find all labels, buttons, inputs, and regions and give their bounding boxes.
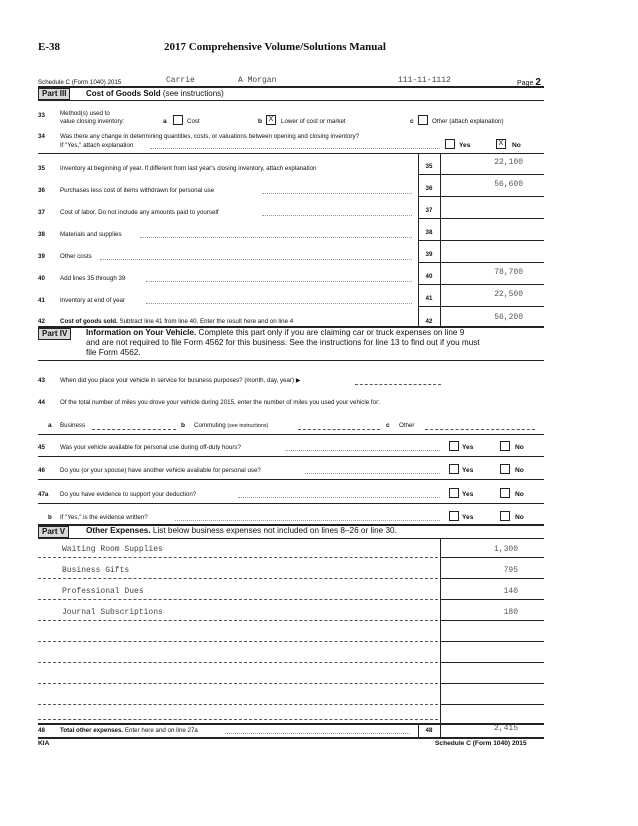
option-letter: b [181, 422, 186, 429]
inventory-change-yes-checkbox[interactable] [445, 139, 455, 149]
part4-title: Information on Your Vehicle. [86, 328, 197, 337]
another-vehicle-no-checkbox[interactable] [500, 464, 510, 474]
row-rule [440, 683, 544, 684]
line33-label: Method(s) used to [60, 110, 110, 117]
lower-of-cost-label: Lower of cost or market [281, 118, 346, 125]
expense-name[interactable]: Waiting Room Supplies [62, 545, 163, 554]
purchases-amount[interactable]: 56,600 [494, 180, 523, 189]
subtotal-amount[interactable]: 78,700 [494, 268, 523, 277]
dot-leader [225, 733, 410, 734]
personal-use-yes-checkbox[interactable] [449, 441, 459, 451]
beginning-inventory-amount[interactable]: 22,100 [494, 158, 523, 167]
expense-line [38, 557, 438, 558]
line-number: 40 [38, 275, 45, 282]
row-rule [440, 557, 544, 558]
part4-desc-line2: and are not required to file Form 4562 for this business. See the instructions for line 13 to find out if you must [86, 338, 480, 347]
other-miles-label: Other [399, 422, 415, 429]
total-other-expenses-amount[interactable]: 2,415 [493, 724, 518, 733]
line48-label-text: Enter here and on line 27a [124, 727, 198, 734]
line-box-number: 36 [425, 185, 433, 192]
option-letter: c [386, 422, 390, 429]
form-bottom-rule [38, 737, 544, 739]
expense-amount[interactable]: 180 [503, 608, 518, 617]
line-label: Add lines 35 through 39 [60, 275, 126, 282]
expense-line [38, 683, 438, 684]
dot-leader [262, 193, 412, 194]
line-box-number: 42 [425, 318, 433, 325]
page-number: 2 [535, 77, 541, 88]
commuting-label-note: (see instructions) [227, 423, 269, 429]
no-label: No [515, 514, 524, 521]
row-rule [418, 240, 544, 241]
business-miles-label: Business [60, 422, 86, 429]
line42-label-text: Subtract line 41 from line 40. Enter the result here and on line 4 [119, 318, 294, 325]
dot-leader [262, 215, 412, 216]
dot-leader [285, 450, 440, 451]
yes-label: Yes [462, 491, 474, 498]
other-miles-field[interactable] [425, 429, 535, 430]
expense-name[interactable]: Journal Subscriptions [62, 608, 163, 617]
dot-leader [140, 237, 412, 238]
no-label: No [515, 444, 524, 451]
other-method-label: Other (attach explanation) [432, 118, 504, 125]
part3-heading [86, 89, 224, 98]
page-code: E-38 [38, 41, 60, 53]
row-rule [440, 662, 544, 663]
question-label: Do you (or your spouse) have another vehicle available for personal use? [60, 467, 261, 474]
row-rule [440, 704, 544, 705]
row-rule [440, 578, 544, 579]
line-label: Inventory at beginning of year. If different from last year's closing inventory, attach explanation [60, 165, 317, 172]
line43-label: When did you place your vehicle in service for business purposes? (month, day, year) ▶ [60, 377, 301, 384]
line-number: 41 [38, 297, 45, 304]
line-label: Cost of labor. Do not include any amounts paid to yourself [60, 209, 219, 216]
line-box-number: 41 [425, 295, 433, 302]
dot-leader [305, 473, 440, 474]
dot-leader [100, 259, 412, 260]
part5-rule [38, 538, 544, 539]
line-label: Inventory at end of year [60, 297, 126, 304]
row-rule [418, 196, 544, 197]
expense-line [38, 620, 438, 621]
line-number: b [48, 514, 52, 521]
cost-label: Cost [187, 118, 200, 125]
row-rule [418, 218, 544, 219]
form-name: Schedule C (Form 1040) 2015 [38, 79, 122, 86]
line33-label-cont: value closing inventory: [60, 118, 125, 125]
expense-name[interactable]: Business Gifts [62, 566, 130, 575]
footer-vendor: KIA [38, 740, 50, 747]
form-top-rule [38, 86, 544, 88]
dot-leader [150, 148, 440, 149]
row-rule [38, 479, 544, 480]
line-number: 48 [38, 727, 45, 734]
vehicle-service-date-field[interactable] [355, 384, 441, 385]
line-number: 45 [38, 444, 45, 451]
footer-form-name: Schedule C (Form 1040) 2015 [435, 740, 527, 747]
row-rule [418, 306, 544, 307]
line-label: Other costs [60, 253, 92, 260]
ending-inventory-amount[interactable]: 22,500 [494, 290, 523, 299]
evidence-no-checkbox[interactable] [500, 488, 510, 498]
other-method-checkbox[interactable] [418, 115, 428, 125]
line-box-number: 35 [425, 163, 433, 170]
expense-name[interactable]: Professional Dues [62, 587, 144, 596]
cost-of-goods-sold-amount[interactable]: 56,200 [494, 313, 523, 322]
line-number: 43 [38, 377, 45, 384]
expense-amount[interactable]: 140 [503, 587, 518, 596]
book-title: 2017 Comprehensive Volume/Solutions Manual [164, 41, 386, 53]
line42-label [60, 318, 293, 325]
taxpayer-last-name: A Morgan [238, 76, 277, 85]
part4-rule [38, 360, 544, 361]
line-box-number: 48 [425, 727, 433, 734]
evidence-yes-checkbox[interactable] [449, 488, 459, 498]
option-letter: b [258, 118, 263, 125]
yes-label: Yes [462, 467, 474, 474]
line-number: 34 [38, 133, 45, 140]
part4-tag: Part IV [38, 328, 71, 340]
question-label: Was your vehicle available for personal use during off-duty hours? [60, 444, 241, 451]
line48-label-bold: Total other expenses. [60, 727, 124, 734]
line34-label-cont: If "Yes," attach explanation [60, 142, 134, 149]
line-number: 39 [38, 253, 45, 260]
line44-label: Of the total number of miles you drove your vehicle during 2015, enter the number of miles you used your vehicle for: [60, 399, 380, 406]
written-evidence-yes-checkbox[interactable] [449, 511, 459, 521]
part3-title: Cost of Goods Sold [86, 89, 161, 98]
lower-of-cost-checkbox[interactable]: X [266, 115, 276, 125]
line-label: Materials and supplies [60, 231, 122, 238]
part5-tag: Part V [38, 526, 69, 538]
business-miles-field[interactable] [92, 429, 176, 430]
expense-line [38, 641, 438, 642]
commuting-label-text: Commuting [194, 422, 226, 429]
expense-line [38, 662, 438, 663]
dot-leader [146, 303, 412, 304]
part5-desc: List below business expenses not included on lines 8–26 or line 30. [152, 526, 397, 535]
line-number: 44 [38, 399, 45, 406]
expense-line [38, 599, 438, 600]
part5-title: Other Expenses. [86, 526, 151, 535]
yes-label: Yes [462, 444, 474, 451]
expense-amount[interactable]: 795 [503, 566, 518, 575]
line-number: 36 [38, 187, 45, 194]
line-number: 37 [38, 209, 45, 216]
page-label: Page [517, 80, 534, 87]
no-label: No [515, 467, 524, 474]
inventory-change-no-checkbox[interactable]: X [496, 139, 506, 149]
part4-desc-line1: Complete this part only if you are claiming car or truck expenses on line 9 [198, 328, 465, 337]
yes-label: Yes [462, 514, 474, 521]
expense-line [38, 578, 438, 579]
line-box-number: 37 [425, 207, 433, 214]
expense-line [38, 704, 438, 705]
row-rule [38, 456, 544, 457]
question-label: Do you have evidence to support your deduction? [60, 491, 197, 498]
part3-title-note: (see instructions) [162, 89, 224, 98]
line44-rule [38, 434, 544, 435]
line-number: 42 [38, 318, 45, 325]
line34-label: Was there any change in determining quantities, costs, or valuations between opening and closing inventory? [60, 133, 360, 140]
line-number: 35 [38, 165, 45, 172]
expense-amount[interactable]: 1,300 [493, 545, 518, 554]
commuting-miles-field[interactable] [298, 429, 380, 430]
row-rule [418, 174, 544, 175]
line34-rule [38, 153, 544, 154]
line-box-number: 39 [425, 251, 433, 258]
line-label: Purchases less cost of items withdrawn for personal use [60, 187, 215, 194]
line48-label [60, 727, 198, 734]
line42-label-bold: Cost of goods sold. [60, 318, 118, 325]
no-label: No [512, 142, 521, 149]
line-number: 47a [38, 491, 49, 498]
no-label: No [515, 491, 524, 498]
row-rule [38, 503, 544, 504]
part4-desc-line3: file Form 4562. [86, 348, 141, 357]
personal-use-no-checkbox[interactable] [500, 441, 510, 451]
option-letter: a [48, 422, 52, 429]
row-rule [418, 262, 544, 263]
row-rule [440, 620, 544, 621]
cost-checkbox[interactable] [173, 115, 183, 125]
part3-tag: Part III [38, 88, 70, 100]
line-number: 46 [38, 467, 45, 474]
part5-heading [86, 526, 397, 535]
row-rule [418, 284, 544, 285]
dot-leader [238, 497, 440, 498]
taxpayer-first-name: Carrie [166, 76, 195, 85]
line-number: 38 [38, 231, 45, 238]
line-number: 33 [38, 112, 45, 119]
taxpayer-ssn: 111-11-1112 [398, 76, 451, 85]
row-rule [440, 599, 544, 600]
part4-heading [86, 328, 464, 337]
another-vehicle-yes-checkbox[interactable] [449, 464, 459, 474]
written-evidence-no-checkbox[interactable] [500, 511, 510, 521]
expense-line [38, 719, 438, 720]
line-box-number: 38 [425, 229, 433, 236]
dot-leader [146, 281, 412, 282]
commuting-miles-label [194, 422, 268, 429]
line-box-number: 40 [425, 273, 433, 280]
question-label: If "Yes," is the evidence written? [60, 514, 148, 521]
dot-leader [175, 520, 440, 521]
row-rule [440, 641, 544, 642]
option-letter: a [163, 118, 167, 125]
yes-label: Yes [459, 142, 471, 149]
option-letter: c [410, 118, 414, 125]
part3-rule [38, 100, 544, 101]
